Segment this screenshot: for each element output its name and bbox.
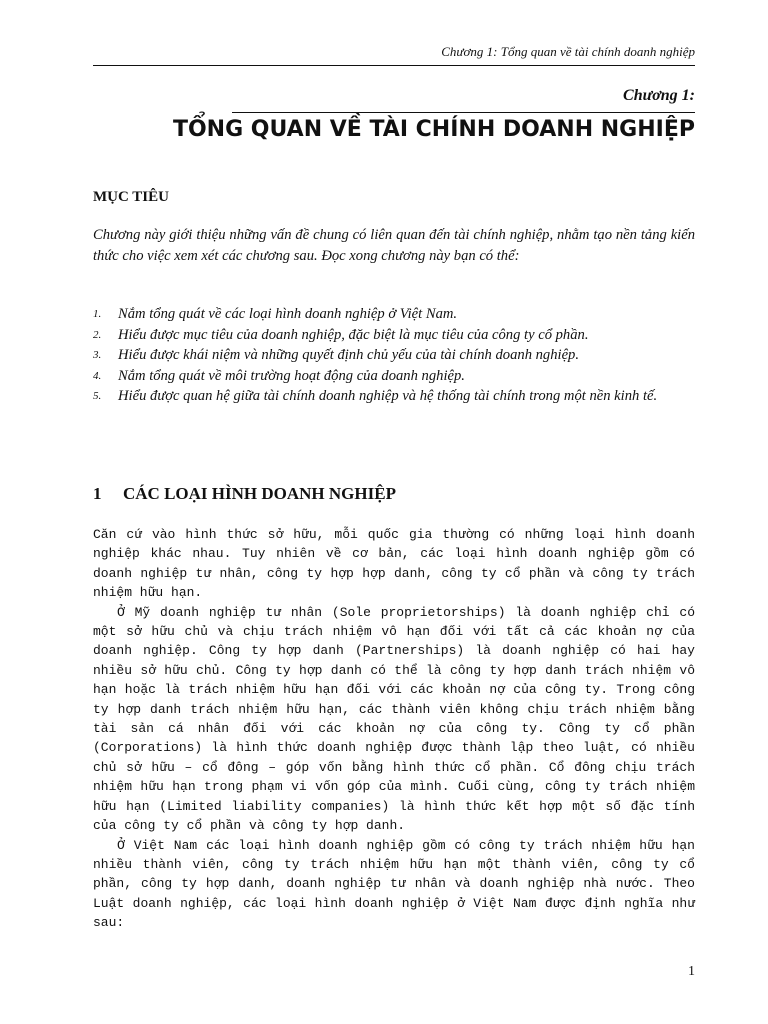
section-heading [93, 484, 396, 504]
page-number: 1 [688, 964, 695, 979]
list-text: Hiểu được quan hệ giữa tài chính doanh nghiệp và hệ thống tài chính trong một nền kinh tế. [118, 388, 658, 404]
running-header: Chương 1: Tổng quan về tài chính doanh nghiệp [441, 44, 695, 59]
header-rule [93, 65, 695, 66]
body-paragraph: Ở Việt Nam các loại hình doanh nghiệp gồm có công ty trách nhiệm hữu hạn nhiều thành viên, công ty trách nhiệm hữu hạn một thành viên, công ty cổ phần, công ty hợp danh, doanh nghiệp tư nhân và doanh nghiệp nhà nước. Theo Luật doanh nghiệp, các loại hình doanh nghiệp ở Việt Nam được định nghĩa như sau: [93, 837, 695, 931]
chapter-label: Chương 1: [623, 87, 695, 104]
list-number: 4. [93, 369, 102, 382]
section-title: CÁC LOẠI HÌNH DOANH NGHIỆP [123, 484, 396, 503]
chapter-title: TỔNG QUAN VỀ TÀI CHÍNH DOANH NGHIỆP [172, 117, 695, 142]
objectives-heading: MỤC TIÊU [93, 189, 169, 205]
list-item [93, 326, 695, 346]
intro-paragraph: Chương này giới thiệu những vấn đề chung có liên quan đến tài chính nghiệp, nhằm tạo nền tảng kiến thức cho việc xem xét các chương sau. Đọc xong chương này bạn có thể: [93, 227, 695, 264]
list-number: 5. [93, 390, 102, 402]
list-item [93, 346, 695, 366]
body-text [93, 525, 695, 933]
objectives-list [93, 305, 695, 408]
list-text: Nắm tổng quát về môi trường hoạt động của doanh nghiệp. [118, 367, 465, 384]
list-number: 3. [93, 349, 102, 361]
list-number: 2. [93, 328, 102, 341]
list-text: Hiểu được khái niệm và những quyết định chủ yếu của tài chính doanh nghiệp. [118, 347, 580, 363]
list-item [93, 367, 695, 387]
title-rule [232, 112, 695, 113]
body-paragraph: Ở Mỹ doanh nghiệp tư nhân (Sole proprietorships) là doanh nghiệp chỉ có một sở hữu chủ và chịu trách nhiệm vô hạn đối với tất cả các khoản nợ của doanh nghiệp. Công ty hợp danh (Partnerships) là doanh nghiệp có hai hay nhiều sở hữu chủ. Công ty hợp danh có thể là công ty hợp danh trách nhiệm vô hạn hoặc là trách nhiệm hữu hạn đối với các khoản nợ của công ty. Trong công ty hợp danh trách nhiệm hữu hạn, các thành viên không chịu trách nhiệm bằng tài sản cá nhân đối với các khoản nợ của công ty. Công ty cổ phần (Corporations) là hình thức doanh nghiệp được thành lập theo luật, có nhiều chủ sở hữu – cổ đông – góp vốn bằng hình thức cổ phần. Cổ đông chịu trách nhiệm hữu hạn trong phạm vi vốn góp của mình. Cuối cùng, công ty trách nhiệm hữu hạn (Limited liability companies) là hình thức kết hợp một số đặc tính của công ty cổ phần và công ty hợp danh. [93, 604, 695, 834]
list-text: Hiểu được mục tiêu của doanh nghiệp, đặc biệt là mục tiêu của công ty cổ phần. [118, 326, 589, 343]
list-text: Nắm tổng quát về các loại hình doanh nghiệp ở Việt Nam. [118, 306, 458, 322]
list-item [93, 305, 695, 325]
list-item [93, 387, 695, 407]
section-number: 1 [93, 484, 102, 503]
body-paragraph: Căn cứ vào hình thức sở hữu, mỗi quốc gia thường có những loại hình doanh nghiệp khác nhau. Tuy nhiên về cơ bản, các loại hình doanh nghiệp gồm có doanh nghiệp tư nhân, công ty hợp hợp danh, công ty cổ phần và công ty trách nhiệm hữu hạn. [93, 527, 695, 601]
list-number: 1. [93, 308, 102, 320]
